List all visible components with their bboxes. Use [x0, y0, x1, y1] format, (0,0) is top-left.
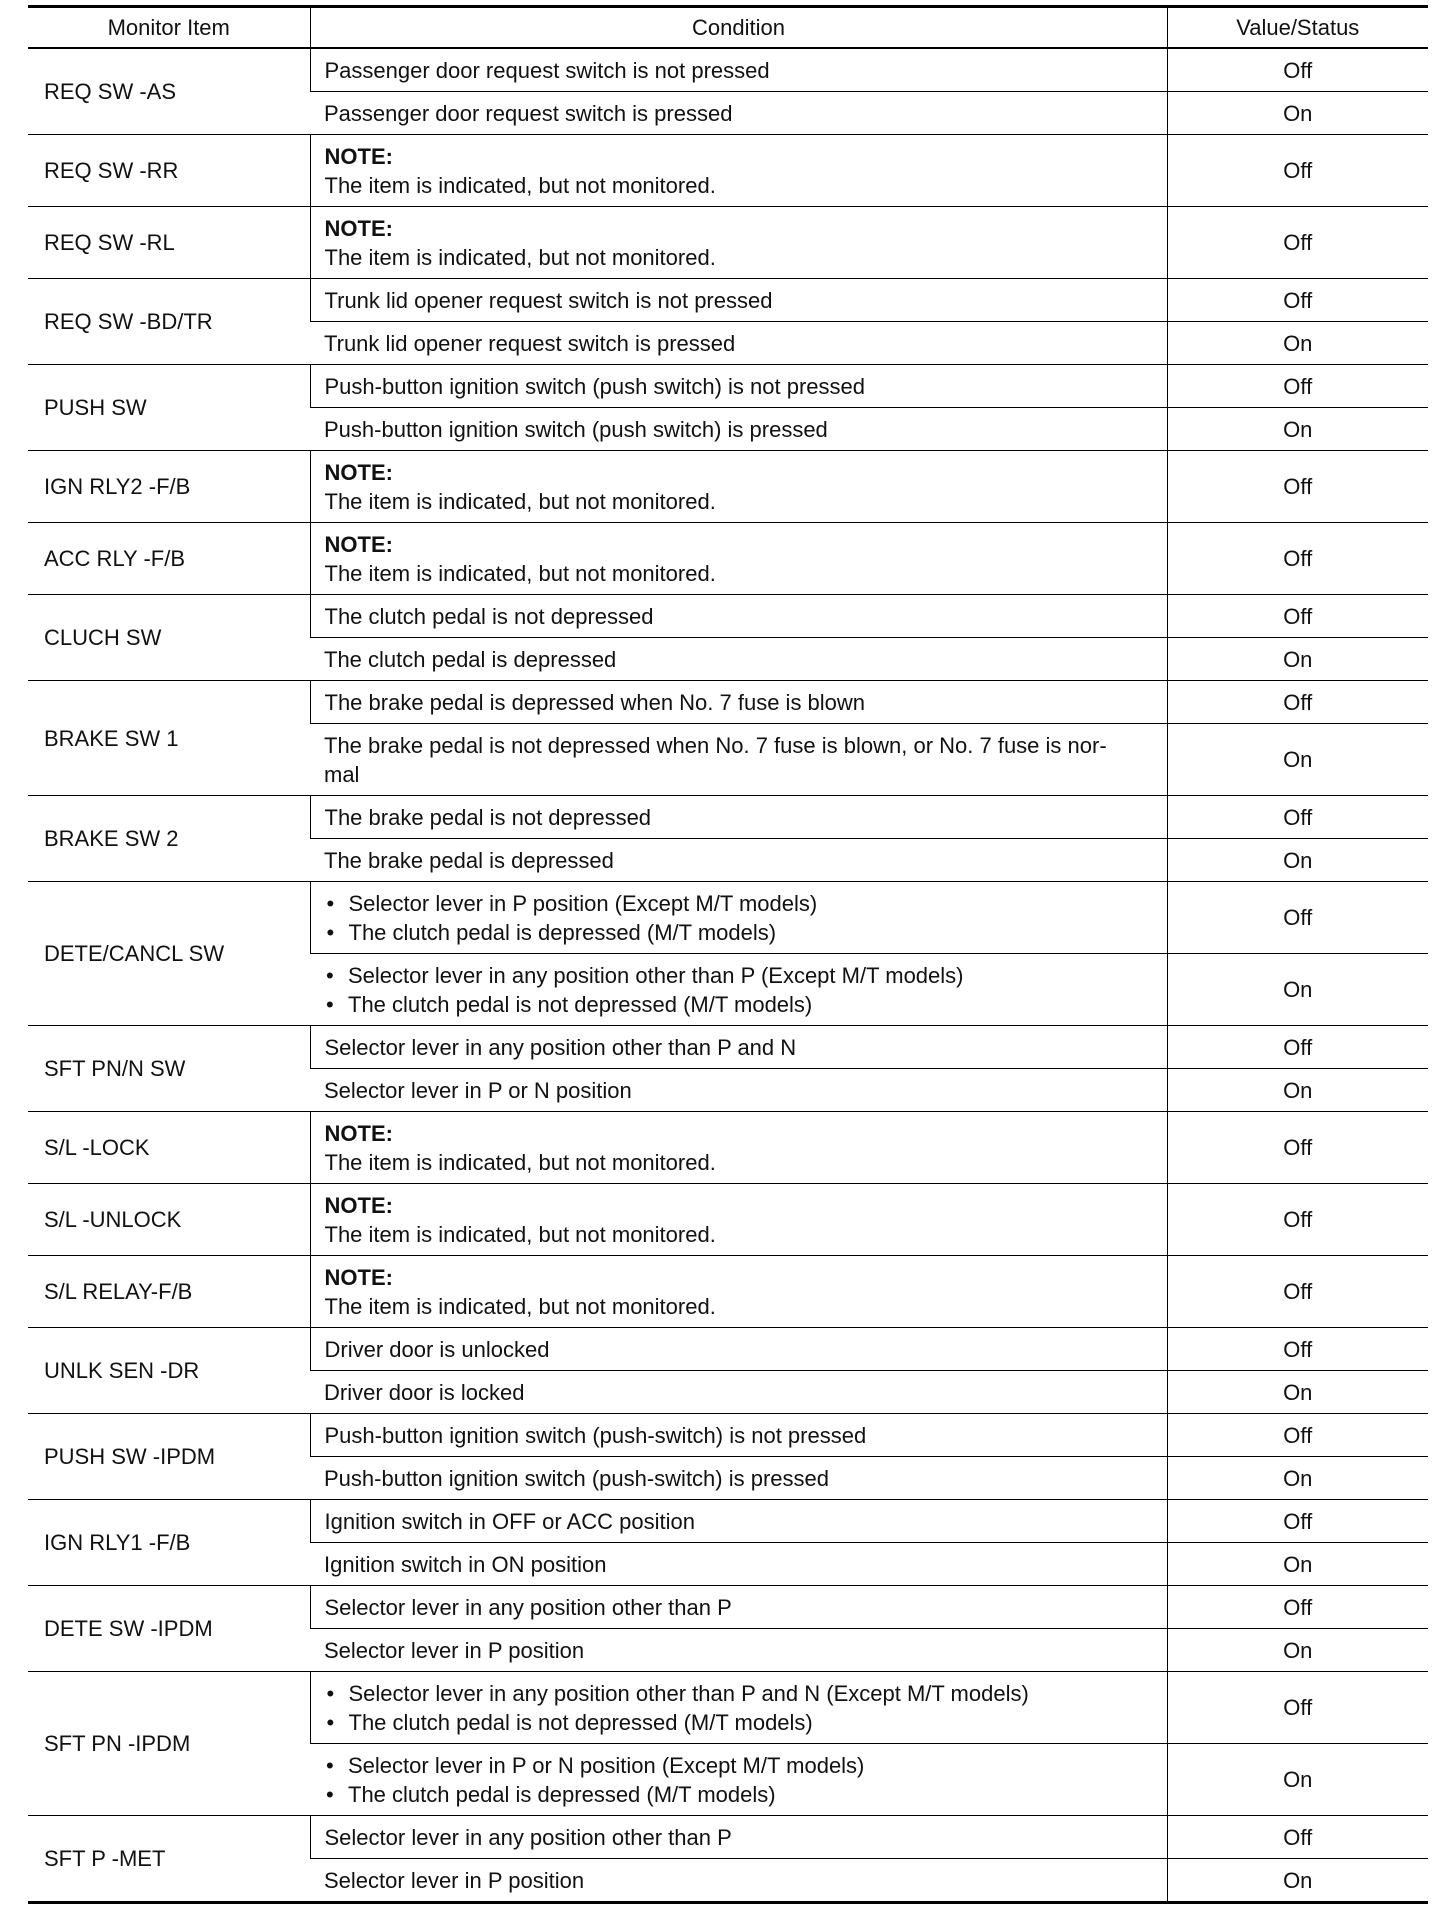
- table-row: [28, 882, 1428, 954]
- value-cell: Off: [1167, 48, 1428, 92]
- value-cell: Off: [1167, 1672, 1428, 1744]
- value-cell: Off: [1167, 1816, 1428, 1859]
- table-row: [28, 1500, 1428, 1543]
- note-cell: [310, 523, 1167, 595]
- monitor-item: S/L RELAY-F/B: [28, 1256, 310, 1328]
- table-row: [28, 1112, 1428, 1184]
- note-label: NOTE:: [324, 1120, 393, 1146]
- value-cell: Off: [1167, 1500, 1428, 1543]
- bullet-list: [325, 1679, 1153, 1737]
- table-row: [28, 523, 1428, 595]
- table-row: [28, 135, 1428, 207]
- condition-cell: Selector lever in any position other than P: [310, 1816, 1167, 1859]
- condition-line: mal: [324, 761, 360, 787]
- value-cell: On: [1167, 1371, 1428, 1414]
- bullet-item: • The clutch pedal is depressed (M/T models): [325, 918, 1153, 947]
- note-text: The item is indicated, but not monitored.: [324, 1149, 716, 1175]
- header-monitor-item: Monitor Item: [28, 8, 310, 48]
- note-label: NOTE:: [324, 143, 393, 169]
- condition-cell: Push-button ignition switch (push switch) is not pressed: [310, 365, 1167, 408]
- value-cell: On: [1167, 1859, 1428, 1902]
- condition-cell: [310, 954, 1167, 1026]
- monitor-item: REQ SW -AS: [44, 79, 177, 104]
- condition-cell: The clutch pedal is not depressed: [310, 595, 1167, 638]
- value-cell: Off: [1167, 1586, 1428, 1629]
- note-text: The item is indicated, but not monitored.: [324, 560, 716, 586]
- table-row: [28, 1672, 1428, 1744]
- condition-cell: Driver door is unlocked: [310, 1328, 1167, 1371]
- condition-cell: Selector lever in any position other than P and N: [310, 1026, 1167, 1069]
- condition-cell: Trunk lid opener request switch is not pressed: [310, 279, 1167, 322]
- value-cell: On: [1167, 1069, 1428, 1112]
- monitor-item-table: [28, 8, 1428, 1901]
- note-label: NOTE:: [324, 215, 393, 241]
- value-cell: Off: [1167, 451, 1428, 523]
- table-row: [28, 796, 1428, 839]
- value-cell: On: [1167, 1457, 1428, 1500]
- note-cell: [310, 1256, 1167, 1328]
- condition-cell: Selector lever in P position: [310, 1859, 1167, 1902]
- bullet-list: [325, 889, 1153, 947]
- table-row: [28, 1328, 1428, 1371]
- value-cell: On: [1167, 1744, 1428, 1816]
- table-row: [28, 48, 1428, 92]
- bullet-item: • Selector lever in P or N position (Except M/T models): [324, 1751, 1153, 1780]
- monitor-item: REQ SW -RL: [28, 207, 310, 279]
- condition-cell: Push-button ignition switch (push-switch) is not pressed: [310, 1414, 1167, 1457]
- value-cell: On: [1167, 1543, 1428, 1586]
- table-row: [28, 681, 1428, 724]
- bullet-item: • Selector lever in any position other than P (Except M/T models): [324, 961, 1153, 990]
- monitor-item-table-container: [28, 5, 1428, 1904]
- note-label: NOTE:: [324, 459, 393, 485]
- note-text: The item is indicated, but not monitored.: [324, 488, 716, 514]
- condition-cell: The brake pedal is not depressed: [310, 796, 1167, 839]
- monitor-item: DETE/CANCL SW: [28, 882, 310, 1026]
- monitor-item: CLUCH SW: [28, 595, 310, 681]
- value-cell: Off: [1167, 1328, 1428, 1371]
- bullet-item: • The clutch pedal is not depressed (M/T models): [325, 1708, 1153, 1737]
- note-cell: [310, 207, 1167, 279]
- bullet-list: [324, 961, 1153, 1019]
- value-cell: Off: [1167, 882, 1428, 954]
- condition-cell: Push-button ignition switch (push switch) is pressed: [310, 408, 1167, 451]
- table-row: [28, 1816, 1428, 1859]
- value-cell: On: [1167, 322, 1428, 365]
- monitor-item: SFT PN/N SW: [28, 1026, 310, 1112]
- value-cell: Off: [1167, 207, 1428, 279]
- note-label: NOTE:: [324, 531, 393, 557]
- condition-cell: [310, 724, 1167, 796]
- monitor-item: BRAKE SW 2: [28, 796, 310, 882]
- bullet-item: • Selector lever in any position other than P and N (Except M/T models): [325, 1679, 1153, 1708]
- monitor-item: SFT PN -IPDM: [28, 1672, 310, 1816]
- table-row: [28, 1414, 1428, 1457]
- note-cell: [310, 1112, 1167, 1184]
- condition-cell: Passenger door request switch is not pressed: [310, 48, 1167, 92]
- value-cell: Off: [1167, 681, 1428, 724]
- note-text: The item is indicated, but not monitored.: [324, 1293, 716, 1319]
- monitor-item: S/L -UNLOCK: [28, 1184, 310, 1256]
- condition-cell: Selector lever in P position: [310, 1629, 1167, 1672]
- table-row: [28, 365, 1428, 408]
- table-row: [28, 1256, 1428, 1328]
- table-row: [28, 1586, 1428, 1629]
- value-cell: Off: [1167, 1414, 1428, 1457]
- monitor-item: REQ SW -BD/TR: [28, 279, 310, 365]
- header-value-status: Value/Status: [1167, 8, 1428, 48]
- monitor-item: SFT P -MET: [28, 1816, 310, 1902]
- value-cell: On: [1167, 1629, 1428, 1672]
- note-text: The item is indicated, but not monitored.: [324, 172, 716, 198]
- note-label: NOTE:: [324, 1192, 393, 1218]
- value-cell: Off: [1167, 796, 1428, 839]
- table-row: [28, 451, 1428, 523]
- monitor-item: UNLK SEN -DR: [28, 1328, 310, 1414]
- value-cell: Off: [1167, 1026, 1428, 1069]
- condition-cell: The brake pedal is depressed: [310, 839, 1167, 882]
- value-cell: Off: [1167, 365, 1428, 408]
- condition-cell: Trunk lid opener request switch is pressed: [310, 322, 1167, 365]
- condition-cell: Ignition switch in ON position: [310, 1543, 1167, 1586]
- condition-cell: The clutch pedal is depressed: [310, 638, 1167, 681]
- condition-cell: Selector lever in any position other than P: [310, 1586, 1167, 1629]
- table-header-row: [28, 8, 1428, 48]
- monitor-item: PUSH SW -IPDM: [28, 1414, 310, 1500]
- condition-cell: [310, 882, 1167, 954]
- note-text: The item is indicated, but not monitored.: [324, 1221, 716, 1247]
- condition-line: The brake pedal is not depressed when No. 7 fuse is blown, or No. 7 fuse is nor-: [324, 732, 1107, 758]
- note-cell: [310, 1184, 1167, 1256]
- monitor-item: IGN RLY2 -F/B: [28, 451, 310, 523]
- bullet-item: • Selector lever in P position (Except M/T models): [325, 889, 1153, 918]
- bullet-item: • The clutch pedal is depressed (M/T models): [324, 1780, 1153, 1809]
- note-cell: [310, 135, 1167, 207]
- note-label: NOTE:: [324, 1264, 393, 1290]
- value-cell: Off: [1167, 1256, 1428, 1328]
- value-cell: On: [1167, 92, 1428, 135]
- table-row: [28, 595, 1428, 638]
- value-cell: Off: [1167, 279, 1428, 322]
- table-row: [28, 1184, 1428, 1256]
- value-cell: Off: [1167, 1184, 1428, 1256]
- condition-cell: The brake pedal is depressed when No. 7 fuse is blown: [310, 681, 1167, 724]
- value-cell: Off: [1167, 523, 1428, 595]
- condition-cell: Ignition switch in OFF or ACC position: [310, 1500, 1167, 1543]
- value-cell: On: [1167, 954, 1428, 1026]
- condition-cell: [310, 1744, 1167, 1816]
- value-cell: Off: [1167, 1112, 1428, 1184]
- condition-cell: Driver door is locked: [310, 1371, 1167, 1414]
- monitor-item: DETE SW -IPDM: [28, 1586, 310, 1672]
- table-row: [28, 279, 1428, 322]
- monitor-item: BRAKE SW 1: [28, 681, 310, 796]
- monitor-item: REQ SW -RR: [28, 135, 310, 207]
- monitor-item: PUSH SW: [28, 365, 310, 451]
- value-cell: On: [1167, 408, 1428, 451]
- table-row: [28, 1026, 1428, 1069]
- value-cell: On: [1167, 839, 1428, 882]
- value-cell: On: [1167, 724, 1428, 796]
- value-cell: Off: [1167, 595, 1428, 638]
- condition-cell: Selector lever in P or N position: [310, 1069, 1167, 1112]
- table-row: [28, 207, 1428, 279]
- condition-cell: Passenger door request switch is pressed: [310, 92, 1167, 135]
- monitor-item: S/L -LOCK: [28, 1112, 310, 1184]
- header-condition: Condition: [310, 8, 1167, 48]
- bullet-item: • The clutch pedal is not depressed (M/T models): [324, 990, 1153, 1019]
- condition-cell: [310, 1672, 1167, 1744]
- value-cell: Off: [1167, 135, 1428, 207]
- note-text: The item is indicated, but not monitored.: [324, 244, 716, 270]
- note-cell: [310, 451, 1167, 523]
- monitor-item: IGN RLY1 -F/B: [28, 1500, 310, 1586]
- bullet-list: [324, 1751, 1153, 1809]
- monitor-item: ACC RLY -F/B: [28, 523, 310, 595]
- condition-cell: Push-button ignition switch (push-switch) is pressed: [310, 1457, 1167, 1500]
- value-cell: On: [1167, 638, 1428, 681]
